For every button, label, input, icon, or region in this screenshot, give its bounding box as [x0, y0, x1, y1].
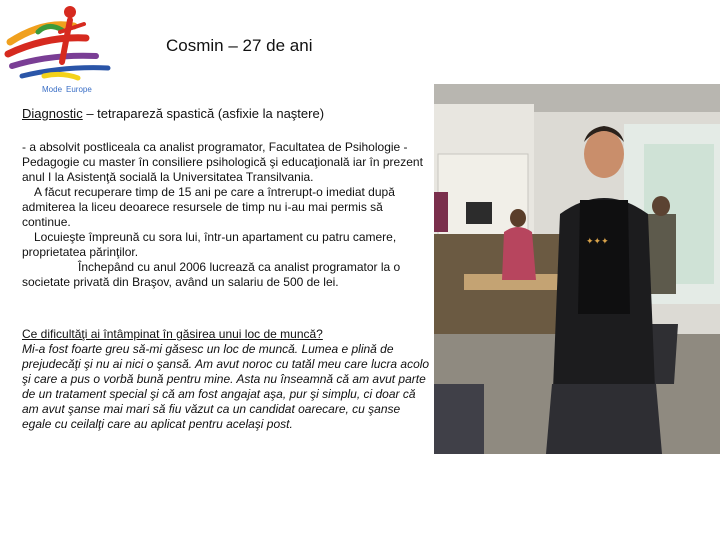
shirt-print: ✦✦✦: [586, 236, 609, 246]
diagnosis-text: – tetrapareză spastică (asfixie la naştere): [82, 106, 325, 121]
bio-paragraph: Locuieşte împreună cu sora lui, într-un apartament cu patru camere, proprietatea părinţilor.: [22, 230, 397, 259]
logo-text: Mode: [42, 85, 63, 94]
diagnosis-label: Diagnostic: [22, 106, 83, 121]
interview-answer: Mi-a fost foarte greu să-mi găsesc un loc de muncă. Lumea e plină de prejudecăţi şi nu ai nici o şansă. Am avut noroc cu tatăl meu care lucra acolo şi care a pus o vorbă bună pentru mine. Asta nu înseamnă că am avut parte de un tratament special şi că am fost angajat aşa, pur şi simplu, ci doar că am avut şanse mai mari să fiu văzut ca un candidat oarecare, cu şanse egale cu ceilalţi care au aplicat pentru acelaşi post.: [22, 342, 430, 431]
biography: [22, 140, 432, 290]
portrait-photo: [434, 84, 720, 454]
slide-title: Cosmin – 27 de ani: [166, 36, 313, 55]
interview: [22, 327, 432, 432]
office-scene: [434, 84, 720, 454]
logo-text-2: Europe: [66, 85, 92, 94]
interview-question: Ce dificultăţi ai întâmpinat în găsirea unui loc de muncă?: [22, 327, 323, 341]
mode-europe-logo: [4, 2, 128, 96]
bio-paragraph: - a absolvit postliceala ca analist programator, Facultatea de Psihologie - Pedagogie cu master în consiliere psihologică şi educaţională iar în prezent anul I la Asistenţă socială la Universitatea Transilvania.: [22, 140, 423, 184]
diagnosis-line: [22, 106, 422, 122]
bio-paragraph: Închepând cu anul 2006 lucrează ca analist programator la o societate privată din Braşov, având un salariu de 500 de lei.: [22, 260, 401, 289]
bio-paragraph: A făcut recuperare timp de 15 ani pe care a întrerupt-o imediat după admiterea la liceu deoarece resursele de timp nu i-au mai permis să continue.: [22, 185, 395, 229]
